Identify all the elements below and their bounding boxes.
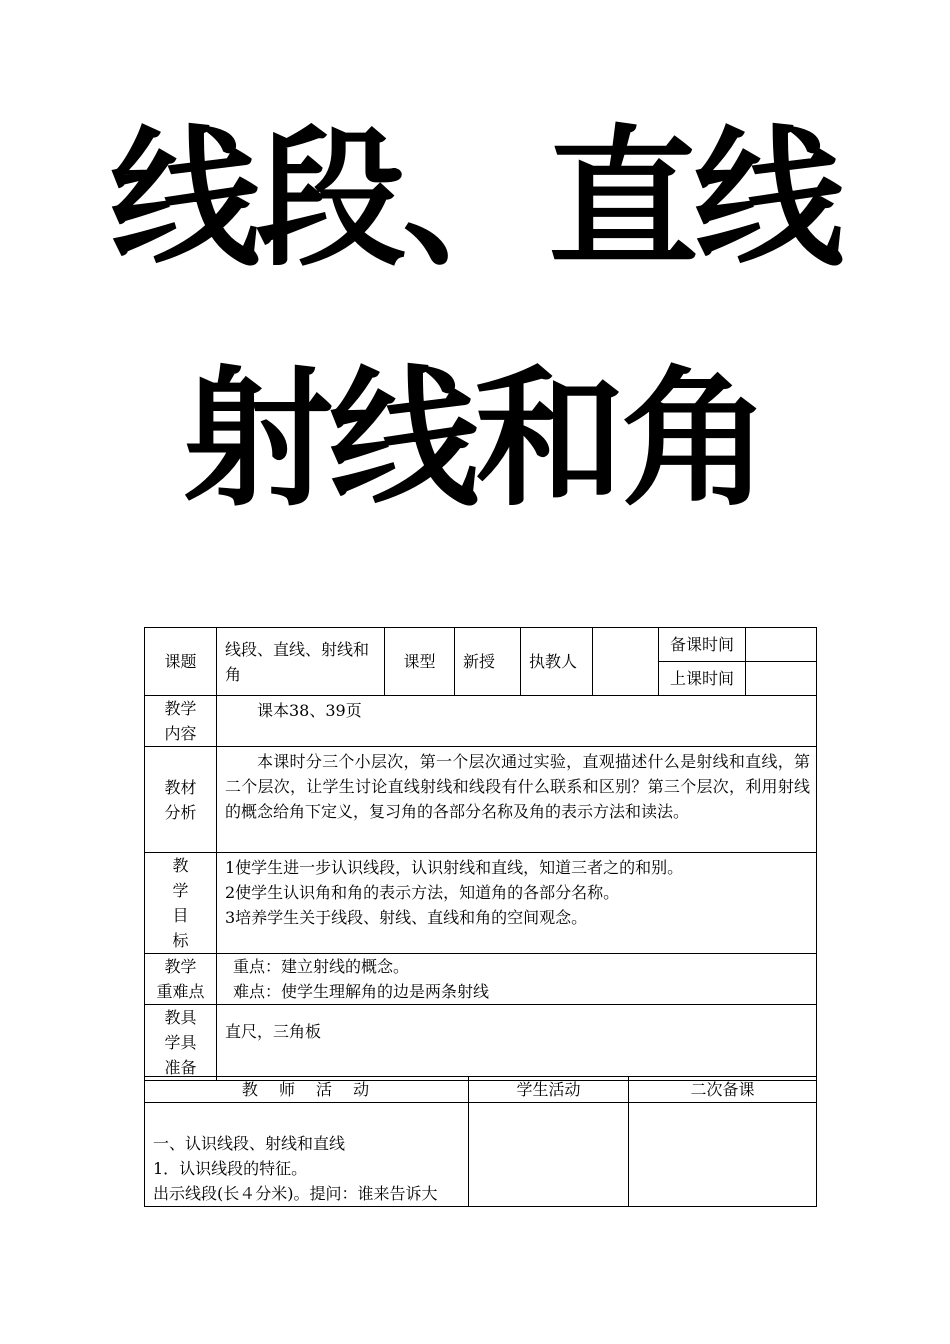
teacher-activity-line-2: 1．认识线段的特征。 [153, 1159, 308, 1178]
analysis-label-line-2: 分析 [164, 802, 197, 822]
teacher-activity-line-1: 一、认识线段、射线和直线 [153, 1134, 346, 1153]
goals-label-line-2: 学 [172, 881, 189, 900]
teacher-label: 执教人 [521, 628, 593, 696]
analysis-text-cell [217, 747, 817, 853]
teacher-activity-header: 教 师 活 动 [145, 1077, 469, 1103]
topic-value: 线段、直线、射线和角 [217, 628, 385, 696]
tools-label [145, 1005, 217, 1081]
analysis-text: 本课时分三个小层次，第一个层次通过实验，直观描述什么是射线和直线，第二个层次，让学生讨论直线射线和线段有什么联系和区别？第三个层次，利用射线的概念给角下定义，复习角的各部分名称及角的表示方法和读法。 [225, 752, 810, 821]
class-time-label: 上课时间 [659, 662, 746, 696]
tools-label-line-2: 学具 [164, 1033, 197, 1052]
teacher-value [593, 628, 659, 696]
content-label-line-1: 教学 [164, 699, 197, 718]
keypoint-key: 重点：建立射线的概念。 [233, 957, 410, 976]
type-label: 课型 [385, 628, 455, 696]
keypoints-label [145, 954, 217, 1005]
keypoints-label-line-1: 教学 [164, 957, 197, 976]
goals-label-line-4: 标 [172, 931, 189, 950]
student-activity-cell [469, 1103, 629, 1207]
content-text: 课本38、39页 [257, 701, 362, 720]
prep-time-value [746, 628, 817, 662]
activities-table [144, 1076, 817, 1207]
tools-label-line-3: 准备 [164, 1058, 197, 1077]
goals-label-line-3: 目 [172, 906, 189, 925]
keypoint-difficulty: 难点：使学生理解角的边是两条射线 [233, 982, 490, 1001]
tools-label-line-1: 教具 [164, 1008, 197, 1027]
teacher-activity-line-3: 出示线段(长４分米)。提问：谁来告诉大 [153, 1184, 438, 1203]
student-activity-header: 学生活动 [469, 1077, 629, 1103]
second-prep-cell [629, 1103, 817, 1207]
goal-item-3: 3培养学生关于线段、射线、直线和角的空间观念。 [225, 908, 588, 927]
content-label [145, 696, 217, 747]
teacher-activity-cell [145, 1103, 469, 1207]
topic-label: 课题 [145, 628, 217, 696]
content-text-cell [217, 696, 817, 747]
second-prep-header: 二次备课 [629, 1077, 817, 1103]
analysis-label-line-1: 教材 [164, 777, 197, 797]
content-label-line-2: 内容 [164, 724, 197, 743]
tools-cell [217, 1005, 817, 1081]
document-title-line-1: 线段、直线 [109, 113, 840, 287]
tools-text: 直尺，三角板 [225, 1022, 322, 1041]
prep-time-label: 备课时间 [659, 628, 746, 662]
document-title-line-2: 射线和角 [182, 353, 767, 527]
keypoints-label-line-2: 重难点 [156, 982, 205, 1001]
goal-item-2: 2使学生认识角和角的表示方法，知道角的各部分名称。 [225, 883, 620, 902]
goals-cell [217, 853, 817, 954]
goals-label [145, 853, 217, 954]
goal-item-1: 1使学生进一步认识线段，认识射线和直线，知道三者之的和别。 [225, 858, 684, 877]
lesson-plan-table [144, 627, 817, 1081]
analysis-label [145, 747, 217, 853]
class-time-value [746, 662, 817, 696]
goals-label-line-1: 教 [172, 856, 189, 875]
keypoints-cell [217, 954, 817, 1005]
type-value: 新授 [455, 628, 521, 696]
